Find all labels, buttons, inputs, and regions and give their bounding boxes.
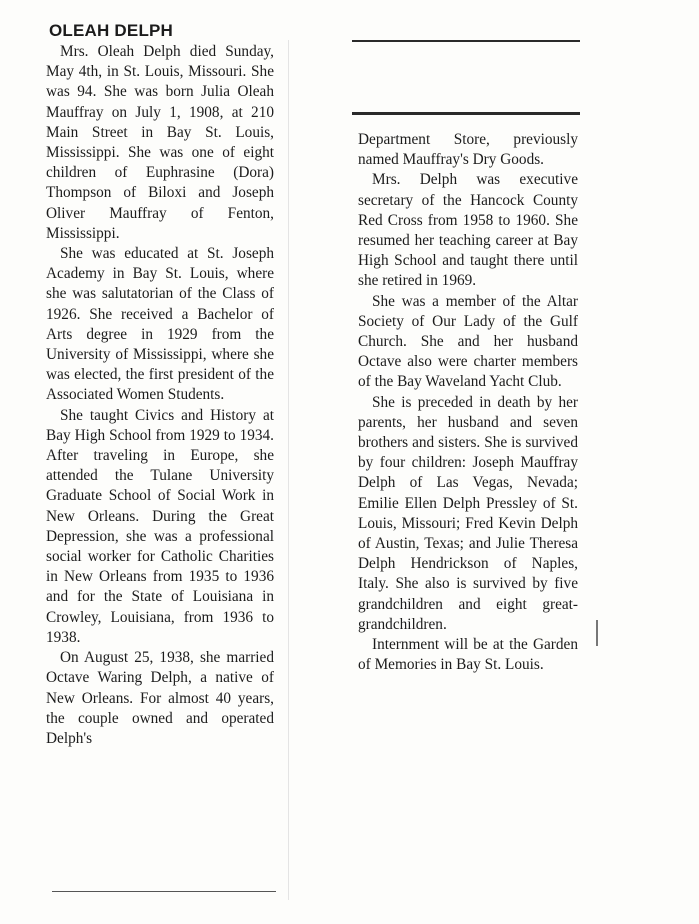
paragraph-education: She was educated at St. Joseph Academy in Bay St. Louis, where she was salutatorian of the Class of 1926. She received a Bachelor of Arts degree in 1929 from the University of Mississippi, where she was elected, the first president of the Associated Women Students. xyxy=(46,245,274,404)
paragraph-internment: Internment will be at the Garden of Memories in Bay St. Louis. xyxy=(358,636,578,674)
paragraph-career: She taught Civics and History at Bay High School from 1929 to 1934. After traveling in Europe, she attended the Tulane University Graduate School of Social Work in New Orleans. During the Great Depression, she was a professional social worker for Catholic Charities in New Orleans from 1935 to 1936 and for the State of Louisiana in Crowley, Louisiana, from 1936 to 1938. xyxy=(46,406,274,646)
bottom-rule xyxy=(52,891,276,892)
paragraph-death-and-birth: Mrs. Oleah Delph died Sunday, May 4th, in St. Louis, Missouri. She was 94. She was born Julia Oleah Mauffray on July 1, 1908, at 210 Main Street in Bay St. Louis, Mississippi. She was one of eight children of Euphrasine (Dora) Thompson of Biloxi and Joseph Oliver Mauffray of Fenton, Mississippi. xyxy=(46,43,274,242)
obituary-headline: OLEAH DELPH xyxy=(49,21,174,40)
left-column xyxy=(46,20,274,749)
column-gutter xyxy=(288,40,289,900)
scan-mark xyxy=(596,620,598,646)
top-rule xyxy=(352,40,580,42)
paragraph-marriage: On August 25, 1938, she married Octave Waring Delph, a native of New Orleans. For almost 40 years, the couple owned and operated Delph's xyxy=(46,649,274,747)
section-rule xyxy=(352,112,580,115)
paragraph-memberships: She was a member of the Altar Society of Our Lady of the Gulf Church. She and her husband Octave also were charter members of the Bay Waveland Yacht Club. xyxy=(358,292,578,391)
paragraph-survivors: She is preceded in death by her parents, her husband and seven brothers and sisters. She is survived by four children: Joseph Mauffray Delph of Las Vegas, Nevada; Emilie Ellen Delph Pressley of St. Louis, Missouri; Fred Kevin Delph of Austin, Texas; and Julie Theresa Delph Hendrickson of Naples, Italy. She also is survived by five grandchildren and eight great-grandchildren. xyxy=(358,393,578,633)
paragraph-store-continued: Department Store, previously named Mauffray's Dry Goods. xyxy=(358,131,578,169)
right-column xyxy=(358,130,578,675)
paragraph-red-cross: Mrs. Delph was executive secretary of the Hancock County Red Cross from 1958 to 1960. She resumed her teaching career at Bay High School and taught there until she retired in 1969. xyxy=(358,171,578,290)
